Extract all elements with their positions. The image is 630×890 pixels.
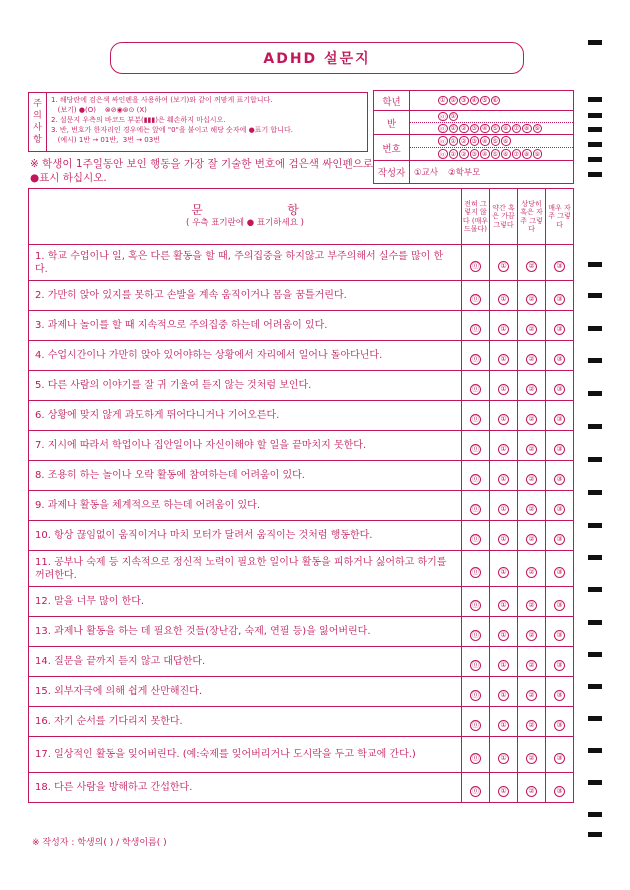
answer-bubble[interactable]: ① xyxy=(498,786,509,797)
answer-bubble[interactable]: ① xyxy=(438,96,448,106)
question-row xyxy=(29,401,574,431)
instructions-side-char: 의 xyxy=(33,111,42,121)
writer-label: 작성자 xyxy=(374,161,410,183)
answer-bubble[interactable]: ③ xyxy=(554,600,565,611)
answer-bubble[interactable]: ⑤ xyxy=(491,124,501,134)
answer-cell xyxy=(546,371,574,401)
writer-row xyxy=(374,161,573,183)
instruction-line: 3. 반, 번호가 한자리인 경우에는 앞에 "0"을 붙이고 해당 숫자에 ●표기 합니다. xyxy=(51,126,293,134)
item-header-left: 문 xyxy=(191,203,203,217)
answer-cell xyxy=(462,491,490,521)
timing-mark xyxy=(588,127,602,132)
question-text: 3. 과제나 놀이를 할 때 지속적으로 주의집중 하는데 어려움이 있다. xyxy=(29,311,462,341)
question-row xyxy=(29,461,574,491)
answer-bubble[interactable]: ⓪ xyxy=(472,568,479,576)
answer-cell xyxy=(546,311,574,341)
answer-bubble[interactable]: ① xyxy=(498,660,509,671)
timing-mark xyxy=(588,358,602,363)
answer-bubble[interactable]: ③ xyxy=(470,149,480,159)
answer-cell xyxy=(490,551,518,587)
questionnaire-table xyxy=(28,188,574,803)
answer-bubble[interactable]: ① xyxy=(449,112,459,122)
answer-bubble[interactable]: ③ xyxy=(554,720,565,731)
timing-mark xyxy=(588,262,602,267)
question-text: 17. 일상적인 활동을 잊어버린다. (예:숙제를 잊어버리거나 도시락을 두고 학교에 간다.) xyxy=(29,737,462,773)
answer-bubble[interactable]: ⓪ xyxy=(472,661,479,669)
answer-bubble[interactable]: ⓪ xyxy=(472,445,479,453)
answer-bubble[interactable]: ⓪ xyxy=(472,787,479,795)
answer-bubble[interactable]: ⑥ xyxy=(501,149,511,159)
answer-cell xyxy=(462,371,490,401)
scale-header-2: 상당히 혹은 자주 그렇다 xyxy=(518,189,546,245)
question-row xyxy=(29,551,574,587)
answer-bubble[interactable]: ③ xyxy=(554,324,565,335)
answer-bubble[interactable]: ⓪ xyxy=(438,124,448,134)
timing-mark xyxy=(588,293,602,298)
answer-bubble[interactable]: ② xyxy=(526,261,537,272)
question-text: 16. 자기 순서를 기다리지 못한다. xyxy=(29,707,462,737)
answer-cell xyxy=(518,677,546,707)
answer-cell xyxy=(546,707,574,737)
answer-bubble[interactable]: ⓪ xyxy=(438,149,448,159)
answer-cell xyxy=(462,281,490,311)
answer-bubble[interactable]: ① xyxy=(498,504,509,515)
answer-bubble[interactable]: ⓪ xyxy=(472,295,479,303)
answer-bubble[interactable]: ③ xyxy=(554,630,565,641)
answer-bubble[interactable]: ④ xyxy=(480,136,490,146)
question-row xyxy=(29,677,574,707)
answer-bubble[interactable]: ③ xyxy=(554,261,565,272)
answer-bubble[interactable]: ① xyxy=(498,294,509,305)
question-row xyxy=(29,707,574,737)
instructions-side-char: 사 xyxy=(33,123,42,133)
answer-bubble[interactable]: ⓪ xyxy=(472,505,479,513)
timing-mark xyxy=(588,142,602,147)
answer-cell xyxy=(518,461,546,491)
fill-instruction-note: ※ 학생이 1주일동안 보인 행동을 가장 잘 기술한 번호에 검은색 싸인펜으로 ●표시 하십시오. xyxy=(30,158,374,184)
question-text: 6. 상황에 맞지 않게 과도하게 뛰어다니거나 기어오른다. xyxy=(29,401,462,431)
answer-bubble[interactable]: ① xyxy=(449,149,459,159)
instructions-box xyxy=(28,92,368,152)
answer-bubble[interactable]: ⑦ xyxy=(512,124,522,134)
page-title: ADHD 설문지 xyxy=(110,42,524,74)
answer-bubble[interactable]: ③ xyxy=(470,136,480,146)
answer-bubble[interactable]: ④ xyxy=(470,96,480,106)
answer-bubble[interactable]: ③ xyxy=(554,474,565,485)
answer-cell xyxy=(518,737,546,773)
number-options[interactable] xyxy=(410,135,573,160)
answer-cell xyxy=(462,647,490,677)
answer-bubble[interactable]: ② xyxy=(526,474,537,485)
answer-bubble[interactable]: ⑤ xyxy=(491,136,501,146)
instructions-side-char: 항 xyxy=(33,135,42,145)
answer-bubble[interactable]: ⑥ xyxy=(501,136,511,146)
answer-bubble[interactable]: ② xyxy=(459,136,469,146)
answer-bubble[interactable]: ① xyxy=(498,444,509,455)
class-label: 반 xyxy=(374,111,410,134)
timing-mark xyxy=(588,490,602,495)
answer-bubble[interactable]: ⓪ xyxy=(472,601,479,609)
number-row xyxy=(374,135,573,161)
instruction-line: (보기) ●(O) ⊗⊘◉⊛⊙ (X) xyxy=(51,106,147,114)
answer-bubble[interactable]: ③ xyxy=(554,567,565,578)
answer-cell xyxy=(546,551,574,587)
answer-bubble[interactable]: ⓪ xyxy=(472,691,479,699)
answer-cell xyxy=(490,341,518,371)
answer-cell xyxy=(546,587,574,617)
answer-cell xyxy=(518,521,546,551)
answer-cell xyxy=(546,773,574,803)
question-row xyxy=(29,491,574,521)
instructions-side-char: 주 xyxy=(33,99,42,109)
answer-bubble[interactable]: ④ xyxy=(480,124,490,134)
answer-bubble[interactable]: ⓪ xyxy=(472,415,479,423)
answer-bubble[interactable]: ⑧ xyxy=(522,124,532,134)
timing-mark xyxy=(588,587,602,592)
answer-cell xyxy=(462,737,490,773)
answer-cell xyxy=(518,587,546,617)
answer-bubble[interactable]: ⑥ xyxy=(491,96,501,106)
timing-mark xyxy=(588,326,602,331)
timing-mark xyxy=(588,652,602,657)
timing-mark xyxy=(588,157,602,162)
answer-bubble[interactable]: ⓪ xyxy=(472,754,479,762)
answer-cell xyxy=(462,401,490,431)
item-header-right: 항 xyxy=(287,203,299,217)
answer-cell xyxy=(490,773,518,803)
answer-bubble[interactable]: ③ xyxy=(554,444,565,455)
answer-bubble[interactable]: ② xyxy=(526,324,537,335)
answer-cell xyxy=(490,401,518,431)
answer-bubble[interactable]: ⑦ xyxy=(512,149,522,159)
answer-cell xyxy=(518,773,546,803)
question-text: 4. 수업시간이나 가만히 앉아 있어야하는 상황에서 자리에서 일어나 돌아다닌다. xyxy=(29,341,462,371)
timing-mark xyxy=(588,748,602,753)
answer-bubble[interactable]: ① xyxy=(449,136,459,146)
answer-bubble[interactable]: ② xyxy=(526,690,537,701)
answer-bubble[interactable]: ③ xyxy=(554,504,565,515)
answer-cell xyxy=(546,737,574,773)
timing-mark xyxy=(588,620,602,625)
answer-bubble[interactable]: ⓪ xyxy=(438,112,448,122)
answer-bubble[interactable]: ① xyxy=(498,630,509,641)
answer-cell xyxy=(546,341,574,371)
answer-bubble[interactable]: ② xyxy=(526,534,537,545)
answer-bubble[interactable]: ⓪ xyxy=(472,325,479,333)
answer-bubble[interactable]: ② xyxy=(526,786,537,797)
answer-cell xyxy=(490,521,518,551)
question-text: 18. 다른 사람을 방해하고 간섭한다. xyxy=(29,773,462,803)
answer-cell xyxy=(518,647,546,677)
answer-cell xyxy=(490,245,518,281)
question-text: 13. 과제나 활동을 하는 데 필요한 것들(장난감, 숙제, 연필 등)을 잃어버린다. xyxy=(29,617,462,647)
answer-bubble[interactable]: ① xyxy=(498,534,509,545)
question-row xyxy=(29,245,574,281)
question-text: 10. 항상 끊임없이 움직이거나 마치 모터가 달려서 움직이는 것처럼 행동한다. xyxy=(29,521,462,551)
answer-bubble[interactable]: ③ xyxy=(554,690,565,701)
question-row xyxy=(29,431,574,461)
answer-cell xyxy=(518,401,546,431)
answer-bubble[interactable]: ② xyxy=(449,96,459,106)
answer-cell xyxy=(518,371,546,401)
answer-bubble[interactable]: ② xyxy=(526,414,537,425)
scale-header-3: 매우 자주 그렇다 xyxy=(546,189,574,245)
instructions-lines xyxy=(47,93,367,151)
answer-cell xyxy=(490,647,518,677)
answer-cell xyxy=(490,281,518,311)
answer-bubble[interactable]: ⑥ xyxy=(501,124,511,134)
question-text: 7. 지시에 따라서 학업이나 집안일이나 자신이해야 할 일을 끝마치지 못한다. xyxy=(29,431,462,461)
answer-cell xyxy=(546,245,574,281)
answer-bubble[interactable]: ② xyxy=(526,384,537,395)
answer-cell xyxy=(462,677,490,707)
instruction-line: 2. 설문지 우측의 바코드 부분(▮▮▮)은 훼손하지 마십시오. xyxy=(51,116,226,124)
scale-header-1: 약간 혹은 가끔 그렇다 xyxy=(490,189,518,245)
answer-cell xyxy=(518,491,546,521)
timing-mark xyxy=(588,457,602,462)
timing-mark xyxy=(588,812,602,817)
answer-cell xyxy=(490,587,518,617)
answer-bubble[interactable]: ⓪ xyxy=(472,631,479,639)
answer-bubble[interactable]: ③ xyxy=(470,124,480,134)
question-text: 2. 가만히 앉아 있지를 못하고 손발을 계속 움직이거나 몸을 꿈틀거린다. xyxy=(29,281,462,311)
answer-cell xyxy=(518,431,546,461)
answer-cell xyxy=(490,707,518,737)
answer-bubble[interactable]: ② xyxy=(526,504,537,515)
answer-cell xyxy=(490,677,518,707)
answer-bubble[interactable]: ① xyxy=(498,600,509,611)
answer-bubble[interactable]: ① xyxy=(498,354,509,365)
answer-bubble[interactable]: ② xyxy=(526,753,537,764)
item-header xyxy=(29,189,462,245)
answer-bubble[interactable]: ① xyxy=(498,414,509,425)
question-row xyxy=(29,737,574,773)
answer-bubble[interactable]: ② xyxy=(459,149,469,159)
answer-cell xyxy=(546,617,574,647)
answer-cell xyxy=(490,431,518,461)
answer-bubble[interactable]: ⓪ xyxy=(472,475,479,483)
answer-bubble[interactable]: ② xyxy=(526,720,537,731)
answer-bubble[interactable]: ① xyxy=(498,567,509,578)
answer-cell xyxy=(462,341,490,371)
answer-bubble[interactable]: ⑧ xyxy=(522,149,532,159)
answer-bubble[interactable]: ③ xyxy=(554,414,565,425)
answer-bubble[interactable]: ⑨ xyxy=(533,124,543,134)
answer-cell xyxy=(462,461,490,491)
answer-cell xyxy=(462,773,490,803)
answer-bubble[interactable]: ① xyxy=(498,720,509,731)
question-text: 11. 공부나 숙제 등 지속적으로 정신적 노력이 필요한 일이나 활동을 피하거나 싫어하고 하기를 꺼려한다. xyxy=(29,551,462,587)
question-text: 14. 질문을 끝까지 듣지 않고 대답한다. xyxy=(29,647,462,677)
answer-cell xyxy=(462,707,490,737)
answer-bubble[interactable]: ⓪ xyxy=(438,136,448,146)
answer-cell xyxy=(518,617,546,647)
answer-cell xyxy=(518,281,546,311)
timing-mark xyxy=(588,780,602,785)
answer-bubble[interactable]: ⑤ xyxy=(491,149,501,159)
question-text: 9. 과제나 활동을 체계적으로 하는데 어려움이 있다. xyxy=(29,491,462,521)
answer-cell xyxy=(490,311,518,341)
timing-mark xyxy=(588,172,602,177)
answer-bubble[interactable]: ① xyxy=(498,261,509,272)
answer-bubble[interactable]: ⓪ xyxy=(472,721,479,729)
answer-bubble[interactable]: ⓪ xyxy=(472,535,479,543)
answer-bubble[interactable]: ③ xyxy=(554,753,565,764)
answer-bubble[interactable]: ② xyxy=(526,660,537,671)
footer-writer-line: ※ 작성자 : 학생의( ) / 학생이름( ) xyxy=(32,838,167,848)
student-info-grid xyxy=(373,90,574,184)
answer-cell xyxy=(546,401,574,431)
answer-bubble[interactable]: ③ xyxy=(459,96,469,106)
question-row xyxy=(29,773,574,803)
answer-cell xyxy=(490,461,518,491)
answer-cell xyxy=(462,551,490,587)
answer-bubble[interactable]: ① xyxy=(498,690,509,701)
answer-bubble[interactable]: ③ xyxy=(554,354,565,365)
class-options[interactable] xyxy=(410,111,573,134)
grade-row xyxy=(374,91,573,111)
answer-cell xyxy=(546,521,574,551)
answer-bubble[interactable]: ① xyxy=(498,324,509,335)
answer-cell xyxy=(546,461,574,491)
answer-bubble[interactable]: ① xyxy=(449,124,459,134)
answer-cell xyxy=(518,311,546,341)
answer-bubble[interactable]: ⑨ xyxy=(533,149,543,159)
question-text: 15. 외부자극에 의해 쉽게 산만해진다. xyxy=(29,677,462,707)
answer-cell xyxy=(462,431,490,461)
answer-cell xyxy=(490,737,518,773)
answer-bubble[interactable]: ② xyxy=(526,354,537,365)
answer-cell xyxy=(546,281,574,311)
timing-mark xyxy=(588,113,602,118)
instruction-line: (예시) 1반 → 01반, 3번 → 03번 xyxy=(51,136,160,144)
answer-cell xyxy=(546,491,574,521)
grade-label: 학년 xyxy=(374,91,410,110)
answer-bubble[interactable]: ③ xyxy=(554,786,565,797)
answer-cell xyxy=(518,341,546,371)
answer-cell xyxy=(490,371,518,401)
question-row xyxy=(29,617,574,647)
answer-bubble[interactable]: ① xyxy=(498,753,509,764)
answer-cell xyxy=(490,617,518,647)
class-row xyxy=(374,111,573,135)
question-row xyxy=(29,341,574,371)
answer-cell xyxy=(462,521,490,551)
writer-options[interactable] xyxy=(410,161,573,183)
question-text: 5. 다른 사람의 이야기를 잘 귀 기울여 듣지 않는 것처럼 보인다. xyxy=(29,371,462,401)
timing-mark xyxy=(588,40,602,45)
instructions-side-label xyxy=(29,93,47,151)
question-row xyxy=(29,311,574,341)
answer-bubble[interactable]: ① xyxy=(498,384,509,395)
answer-bubble[interactable]: ⑤ xyxy=(480,96,490,106)
answer-cell xyxy=(546,431,574,461)
timing-mark xyxy=(588,424,602,429)
number-label: 번호 xyxy=(374,135,410,160)
question-row xyxy=(29,647,574,677)
answer-bubble[interactable]: ⓪ xyxy=(472,355,479,363)
question-text: 12. 말을 너무 많이 한다. xyxy=(29,587,462,617)
answer-bubble[interactable]: ② xyxy=(526,600,537,611)
scale-header-0: 전혀 그렇지 않다 (매우 드물다) xyxy=(462,189,490,245)
question-text: 8. 조용히 하는 놀이나 오락 활동에 참여하는데 어려움이 있다. xyxy=(29,461,462,491)
answer-bubble[interactable]: ⓪ xyxy=(472,385,479,393)
answer-cell xyxy=(462,617,490,647)
answer-bubble[interactable]: ⓪ xyxy=(472,262,479,270)
writer-option[interactable]: ②학부모 xyxy=(448,168,481,178)
answer-cell xyxy=(518,551,546,587)
answer-bubble[interactable]: ③ xyxy=(554,660,565,671)
answer-cell xyxy=(462,311,490,341)
answer-cell xyxy=(462,245,490,281)
answer-bubble[interactable]: ③ xyxy=(554,384,565,395)
answer-cell xyxy=(518,707,546,737)
answer-cell xyxy=(490,491,518,521)
question-row xyxy=(29,521,574,551)
answer-bubble[interactable]: ② xyxy=(526,444,537,455)
answer-bubble[interactable]: ① xyxy=(498,474,509,485)
timing-mark xyxy=(588,97,602,102)
answer-bubble[interactable]: ③ xyxy=(554,534,565,545)
question-row xyxy=(29,587,574,617)
answer-bubble[interactable]: ② xyxy=(526,567,537,578)
timing-mark xyxy=(588,391,602,396)
timing-mark xyxy=(588,832,602,837)
timing-mark xyxy=(588,716,602,721)
answer-cell xyxy=(518,245,546,281)
item-header-sub: ( 우측 표기란에 ● 표기하세요 ) xyxy=(186,217,304,228)
question-text: 1. 학교 수업이나 일, 혹은 다른 활동을 할 때, 주의집중을 하지않고 부주의해서 실수를 많이 한다. xyxy=(29,245,462,281)
question-row xyxy=(29,281,574,311)
timing-mark xyxy=(588,684,602,689)
instruction-line: 1. 해당란에 검은색 싸인펜을 사용하여 (보기)와 같이 꺼맣게 표기합니다. xyxy=(51,96,273,104)
question-row xyxy=(29,371,574,401)
answer-bubble[interactable]: ② xyxy=(526,630,537,641)
answer-bubble[interactable]: ③ xyxy=(554,294,565,305)
answer-bubble[interactable]: ④ xyxy=(480,149,490,159)
answer-cell xyxy=(546,647,574,677)
grade-options[interactable] xyxy=(410,91,573,110)
writer-option[interactable]: ①교사 xyxy=(414,168,439,178)
answer-bubble[interactable]: ② xyxy=(526,294,537,305)
timing-mark xyxy=(588,523,602,528)
answer-cell xyxy=(462,587,490,617)
timing-mark xyxy=(588,555,602,560)
answer-cell xyxy=(546,677,574,707)
answer-bubble[interactable]: ② xyxy=(459,124,469,134)
